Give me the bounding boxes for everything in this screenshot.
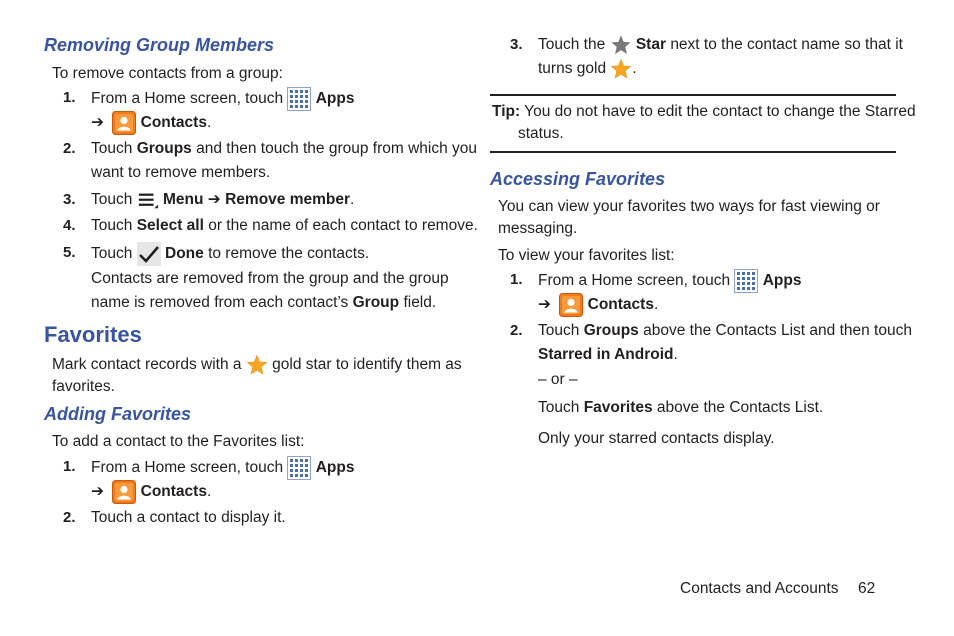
step-text-part: Touch bbox=[538, 399, 580, 416]
step-number: 2. bbox=[63, 140, 76, 157]
menu-label: Menu bbox=[163, 191, 204, 209]
arrow-icon: ➔ bbox=[91, 483, 104, 501]
step-text bbox=[538, 58, 637, 80]
star-label: Star bbox=[635, 36, 666, 54]
punctuation: . bbox=[653, 296, 659, 314]
step-text-part: From a Home screen, touch bbox=[91, 90, 284, 108]
step-text bbox=[91, 215, 478, 237]
step-number: 1. bbox=[510, 271, 523, 288]
step-text-part: Touch bbox=[91, 191, 133, 209]
arrow-icon: ➔ bbox=[207, 191, 221, 209]
done-label: Done bbox=[165, 245, 204, 263]
contacts-label: Contacts bbox=[587, 296, 654, 314]
step-text-part: next to the contact name so that it bbox=[670, 36, 903, 54]
tip-label: Tip: bbox=[492, 103, 521, 120]
step-text bbox=[91, 111, 211, 135]
step-text bbox=[538, 344, 678, 366]
step-number: 3. bbox=[63, 191, 76, 208]
adding-favorites-heading: Adding Favorites bbox=[44, 404, 192, 424]
step-text-part: From a Home screen, touch bbox=[91, 459, 284, 477]
step-text-part: or the name of each contact to remove. bbox=[208, 217, 478, 234]
step-text-part: field. bbox=[403, 294, 437, 311]
step-text-part: name is removed from each contact’s bbox=[91, 294, 349, 311]
step-text bbox=[91, 87, 354, 111]
or-separator: – or – bbox=[538, 371, 578, 388]
accessing-text: messaging. bbox=[498, 220, 578, 237]
tip-bottom-rule bbox=[490, 151, 896, 153]
text-part: Mark contact records with a bbox=[52, 356, 242, 374]
step-text: want to remove members. bbox=[91, 164, 271, 181]
step-text bbox=[91, 138, 477, 160]
step-text bbox=[91, 480, 211, 504]
step-number: 2. bbox=[63, 509, 76, 526]
apps-icon bbox=[287, 456, 311, 480]
step-text bbox=[538, 293, 658, 317]
starred-in-android-label: Starred in Android bbox=[538, 346, 674, 363]
punctuation: . bbox=[206, 483, 212, 501]
step-text bbox=[538, 397, 823, 419]
step-number: 5. bbox=[63, 244, 76, 261]
step-text bbox=[91, 189, 354, 211]
contacts-label: Contacts bbox=[140, 483, 207, 501]
step-text-part: From a Home screen, touch bbox=[538, 272, 731, 290]
step-note bbox=[91, 292, 436, 314]
accessing-text: You can view your favorites two ways for fast viewing or bbox=[498, 198, 880, 215]
step-text-part: above the Contacts List. bbox=[656, 399, 824, 416]
punctuation: . bbox=[206, 114, 212, 132]
punctuation: . bbox=[673, 346, 678, 363]
contacts-icon bbox=[112, 480, 136, 504]
apps-icon bbox=[734, 269, 758, 293]
checkmark-icon bbox=[137, 242, 161, 266]
apps-label: Apps bbox=[315, 90, 355, 108]
step-text-part: Touch bbox=[91, 245, 133, 263]
step-text-part: to remove the contacts. bbox=[208, 245, 370, 263]
tip-text bbox=[492, 101, 916, 123]
contacts-icon bbox=[559, 293, 583, 317]
step-text bbox=[538, 34, 903, 56]
step-number: 4. bbox=[63, 217, 76, 234]
step-number: 1. bbox=[63, 89, 76, 106]
step-text-part: Touch the bbox=[538, 36, 606, 54]
remove-member-label: Remove member bbox=[225, 191, 351, 209]
tip-text: status. bbox=[518, 125, 564, 142]
tip-text-part: You do not have to edit the contact to change the Starred bbox=[524, 103, 916, 120]
step-text: Touch a contact to display it. bbox=[91, 509, 286, 526]
gray-star-icon bbox=[610, 34, 632, 56]
favorites-heading: Favorites bbox=[44, 322, 142, 347]
tip-top-rule bbox=[490, 94, 896, 96]
text-part: gold star to identify them as bbox=[272, 356, 462, 374]
removing-group-members-heading: Removing Group Members bbox=[44, 35, 275, 55]
menu-icon bbox=[137, 189, 159, 211]
group-label: Group bbox=[352, 294, 400, 311]
step-number: 1. bbox=[63, 458, 76, 475]
step-number: 2. bbox=[510, 322, 523, 339]
accessing-favorites-heading: Accessing Favorites bbox=[490, 169, 666, 189]
groups-label: Groups bbox=[583, 322, 639, 339]
apps-label: Apps bbox=[762, 272, 802, 290]
step-text bbox=[91, 456, 354, 480]
arrow-icon: ➔ bbox=[538, 296, 551, 314]
select-all-label: Select all bbox=[136, 217, 204, 234]
gold-star-icon bbox=[246, 354, 268, 376]
apps-icon bbox=[287, 87, 311, 111]
step-text-part: Touch bbox=[91, 140, 133, 157]
step-note: Only your starred contacts display. bbox=[538, 430, 775, 447]
apps-label: Apps bbox=[315, 459, 355, 477]
step-text bbox=[91, 242, 369, 266]
step-text-part: and then touch the group from which you bbox=[196, 140, 478, 157]
accessing-intro: To view your favorites list: bbox=[498, 247, 675, 264]
removing-intro: To remove contacts from a group: bbox=[52, 65, 283, 82]
adding-intro: To add a contact to the Favorites list: bbox=[52, 433, 305, 450]
favorites-text bbox=[52, 354, 462, 376]
step-text bbox=[538, 320, 912, 342]
step-text-part: above the Contacts List and then touch bbox=[643, 322, 912, 339]
groups-label: Groups bbox=[136, 140, 192, 157]
step-text-part: Touch bbox=[91, 217, 133, 234]
step-number: 3. bbox=[510, 36, 523, 53]
punctuation: . bbox=[632, 60, 637, 78]
contacts-icon bbox=[112, 111, 136, 135]
step-note: Contacts are removed from the group and the group bbox=[91, 270, 449, 287]
favorites-label: Favorites bbox=[583, 399, 653, 416]
step-text-part: turns gold bbox=[538, 60, 607, 78]
footer-section-title: Contacts and Accounts bbox=[680, 580, 839, 597]
step-text-part: Touch bbox=[538, 322, 580, 339]
punctuation: . bbox=[350, 191, 355, 209]
favorites-text: favorites. bbox=[52, 378, 115, 395]
arrow-icon: ➔ bbox=[91, 114, 104, 132]
step-text bbox=[538, 269, 801, 293]
gold-star-icon bbox=[610, 58, 632, 80]
page-number: 62 bbox=[858, 580, 876, 597]
contacts-label: Contacts bbox=[140, 114, 207, 132]
